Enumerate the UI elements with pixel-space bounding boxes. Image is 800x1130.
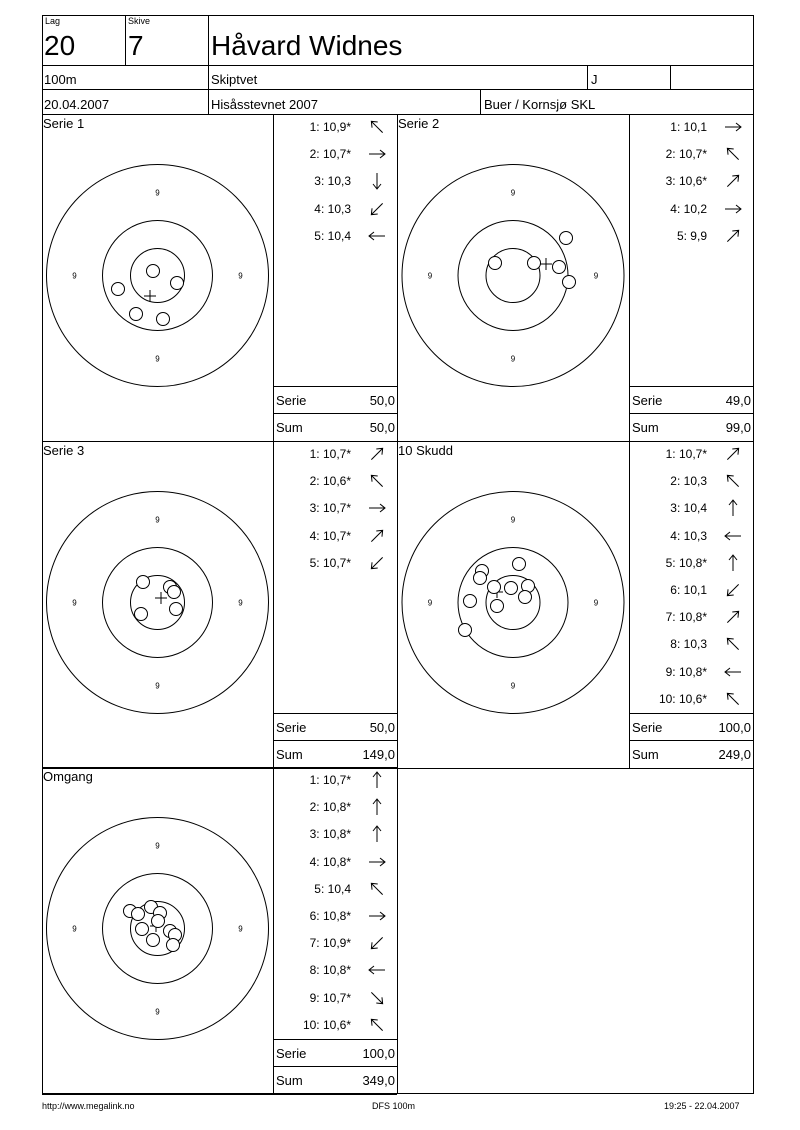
- shot-score: 5: 10,7*: [309, 555, 351, 570]
- serie-value: 49,0: [725, 393, 751, 408]
- sum-row-top: [273, 740, 397, 741]
- shot-score: 4: 10,3: [314, 201, 351, 216]
- shot-score: 1: 10,9*: [309, 120, 351, 134]
- shot-score: 10: 10,6*: [658, 691, 707, 706]
- skive-value: 7: [128, 30, 144, 61]
- shot-direction-arrow-icon: [723, 117, 743, 137]
- ring-label: 9: [72, 598, 77, 608]
- sum-value: 149,0: [362, 747, 395, 762]
- shot-direction-arrow-icon: [367, 226, 387, 246]
- serie-row-top: [273, 386, 397, 387]
- shot-score: 1: 10,7*: [665, 447, 707, 461]
- shot-score: 8: 10,8*: [309, 963, 351, 978]
- target-ring: [402, 165, 624, 387]
- panel-title: Serie 2: [398, 116, 440, 131]
- panel-bottom-border: [397, 768, 753, 769]
- shot-hole: [519, 591, 532, 604]
- shot-score: 10: 10,6*: [302, 1017, 351, 1032]
- shot-score: 3: 10,7*: [309, 501, 351, 516]
- date: 20.04.2007: [44, 97, 110, 112]
- ring-label: 9: [593, 598, 599, 608]
- shot-direction-arrow-icon: [367, 498, 387, 518]
- ring-label: 9: [427, 271, 433, 281]
- ring-label: 9: [155, 354, 160, 364]
- target-diagram: [397, 441, 629, 768]
- serie-value: 50,0: [369, 393, 395, 408]
- ring-label: 9: [155, 681, 160, 691]
- shot-direction-arrow-icon: [723, 498, 743, 518]
- shot-score: 3: 10,8*: [309, 827, 351, 842]
- serie-label: Serie: [276, 720, 307, 735]
- lag-value: 20: [44, 30, 76, 61]
- shot-hole: [563, 276, 576, 289]
- shot-direction-arrow-icon: [723, 634, 743, 654]
- shot-direction-arrow-icon: [723, 689, 743, 709]
- shot-direction-arrow-icon: [723, 144, 743, 164]
- shot-hole: [505, 582, 518, 595]
- shot-direction-arrow-icon: [367, 852, 387, 872]
- shot-direction-arrow-icon: [723, 526, 743, 546]
- shot-score: 6: 10,8*: [309, 909, 351, 923]
- serie-row-top: [273, 713, 397, 714]
- footer-timestamp: 19:25 - 22.04.2007: [664, 1101, 740, 1111]
- shot-direction-arrow-icon: [367, 144, 387, 164]
- shot-score: 4: 10,8*: [309, 854, 351, 869]
- shot-hole: [464, 595, 477, 608]
- shot-score: 4: 10,2: [670, 201, 707, 216]
- sum-label: Sum: [276, 420, 303, 435]
- header-vdiv-2: [208, 15, 209, 114]
- target-diagram: [42, 767, 273, 1094]
- sum-label: Sum: [276, 747, 303, 762]
- target-ring: [47, 492, 269, 714]
- sum-row-top: [629, 413, 753, 414]
- shot-direction-arrow-icon: [367, 1015, 387, 1035]
- sum-label: Sum: [632, 747, 659, 762]
- panel-title: Serie 3: [43, 443, 85, 458]
- shot-hole: [528, 257, 541, 270]
- serie-value: 50,0: [369, 720, 395, 735]
- header-vdiv-3: [587, 65, 588, 89]
- sum-value: 349,0: [362, 1073, 395, 1088]
- sum-label: Sum: [632, 420, 659, 435]
- sum-row-top: [629, 740, 753, 741]
- shot-hole: [147, 265, 160, 278]
- serie-row-top: [629, 713, 753, 714]
- shot-hole: [130, 308, 143, 321]
- shot-score: 7: 10,9*: [309, 936, 351, 951]
- shot-direction-arrow-icon: [723, 226, 743, 246]
- shot-direction-arrow-icon: [723, 580, 743, 600]
- shot-score: 2: 10,7*: [309, 147, 351, 162]
- shot-hole: [489, 257, 502, 270]
- shot-score: 7: 10,8*: [665, 610, 707, 625]
- shot-hole: [167, 939, 180, 952]
- shot-hole: [474, 572, 487, 585]
- shot-hole: [147, 934, 160, 947]
- shooter-name: Håvard Widnes: [211, 30, 403, 61]
- serie-row-top: [273, 1039, 397, 1040]
- ring-label: 9: [593, 271, 599, 281]
- header-vdiv-1: [125, 15, 126, 65]
- serie-label: Serie: [276, 1046, 307, 1061]
- ring-label: 9: [510, 354, 516, 364]
- shot-direction-arrow-icon: [723, 444, 743, 464]
- shot-hole: [136, 923, 149, 936]
- panel-split-border: [273, 767, 274, 1094]
- shot-score: 4: 10,7*: [309, 528, 351, 543]
- ring-label: 9: [510, 681, 516, 691]
- shot-hole: [132, 908, 145, 921]
- shot-score: 3: 10,6*: [665, 174, 707, 189]
- panel-bottom-border: [42, 1094, 397, 1095]
- shot-direction-arrow-icon: [723, 553, 743, 573]
- shot-hole: [171, 277, 184, 290]
- panel-title: Omgang: [43, 769, 93, 784]
- distance: 100m: [44, 72, 77, 87]
- panel-split-border: [629, 441, 630, 768]
- shot-score: 3: 10,4: [670, 501, 707, 516]
- shot-direction-arrow-icon: [367, 471, 387, 491]
- panel-right-border: [397, 767, 398, 1094]
- shot-direction-arrow-icon: [367, 553, 387, 573]
- club-name: Buer / Kornsjø SKL: [484, 97, 596, 112]
- shot-direction-arrow-icon: [367, 824, 387, 844]
- ring-label: 9: [427, 598, 433, 608]
- place: Skiptvet: [211, 72, 258, 87]
- sum-row-top: [273, 413, 397, 414]
- serie-label: Serie: [632, 393, 663, 408]
- header-divider-2: [42, 89, 754, 90]
- panel-right-border: [753, 441, 754, 768]
- panel-split-border: [273, 441, 274, 768]
- shot-hole: [488, 581, 501, 594]
- sum-value: 50,0: [369, 420, 395, 435]
- shot-direction-arrow-icon: [723, 199, 743, 219]
- shot-score: 1: 10,7*: [309, 773, 351, 787]
- footer-center: DFS 100m: [372, 1101, 416, 1111]
- header-divider-1: [42, 65, 754, 66]
- shot-score: 2: 10,8*: [309, 800, 351, 815]
- shot-hole: [152, 915, 165, 928]
- shot-score: 2: 10,7*: [665, 147, 707, 162]
- shot-direction-arrow-icon: [723, 662, 743, 682]
- shot-score: 3: 10,3: [314, 174, 351, 189]
- ring-label: 9: [155, 515, 160, 525]
- shot-direction-arrow-icon: [367, 171, 387, 191]
- shot-hole: [168, 586, 181, 599]
- serie-row-top: [629, 386, 753, 387]
- shot-direction-arrow-icon: [367, 526, 387, 546]
- shot-direction-arrow-icon: [367, 960, 387, 980]
- shot-direction-arrow-icon: [723, 171, 743, 191]
- shot-direction-arrow-icon: [367, 770, 387, 790]
- shot-direction-arrow-icon: [367, 444, 387, 464]
- shot-hole: [157, 313, 170, 326]
- shot-hole: [513, 558, 526, 571]
- shot-hole: [553, 261, 566, 274]
- shot-score: 1: 10,1: [670, 120, 707, 134]
- shot-score: 1: 10,7*: [309, 447, 351, 461]
- ring-label: 9: [72, 924, 77, 934]
- serie-value: 100,0: [362, 1046, 395, 1061]
- header-vdiv-5: [480, 89, 481, 114]
- shot-direction-arrow-icon: [367, 199, 387, 219]
- event-name: Hisåsstevnet 2007: [211, 97, 318, 112]
- shot-hole: [560, 232, 573, 245]
- shot-score: 4: 10,3: [670, 528, 707, 543]
- panel-split-border: [273, 114, 274, 441]
- shot-score: 8: 10,3: [670, 637, 707, 652]
- shot-direction-arrow-icon: [367, 906, 387, 926]
- sum-row-top: [273, 1066, 397, 1067]
- shot-score: 5: 10,8*: [665, 555, 707, 570]
- serie-value: 100,0: [718, 720, 751, 735]
- target-ring: [402, 492, 624, 714]
- class: J: [591, 72, 598, 87]
- ring-label: 9: [238, 598, 243, 608]
- shot-direction-arrow-icon: [367, 797, 387, 817]
- target-ring: [47, 818, 269, 1040]
- shot-hole: [112, 283, 125, 296]
- target-diagram: [397, 114, 629, 441]
- ring-label: 9: [238, 924, 243, 934]
- shot-hole: [491, 600, 504, 613]
- target-diagram: [42, 114, 273, 441]
- shot-direction-arrow-icon: [367, 933, 387, 953]
- shot-score: 2: 10,6*: [309, 474, 351, 489]
- shot-direction-arrow-icon: [367, 879, 387, 899]
- panel-split-border: [629, 114, 630, 441]
- serie-label: Serie: [632, 720, 663, 735]
- ring-label: 9: [155, 841, 160, 851]
- serie-label: Serie: [276, 393, 307, 408]
- shot-direction-arrow-icon: [723, 471, 743, 491]
- shot-direction-arrow-icon: [367, 117, 387, 137]
- shot-hole: [170, 603, 183, 616]
- ring-label: 9: [155, 1007, 160, 1017]
- skive-label: Skive: [128, 16, 151, 26]
- shot-score: 5: 10,4: [314, 881, 351, 896]
- panel-title: 10 Skudd: [398, 443, 453, 458]
- target-ring: [103, 548, 213, 658]
- sum-value: 99,0: [725, 420, 751, 435]
- header-vdiv-4: [670, 65, 671, 89]
- shot-score: 9: 10,8*: [665, 664, 707, 679]
- shot-hole: [137, 576, 150, 589]
- target-ring: [103, 874, 213, 984]
- footer-url: http://www.megalink.no: [42, 1101, 135, 1111]
- shot-direction-arrow-icon: [367, 988, 387, 1008]
- shot-hole: [135, 608, 148, 621]
- shot-score: 2: 10,3: [670, 474, 707, 489]
- panel-right-border: [753, 114, 754, 441]
- target-ring: [458, 221, 568, 331]
- shot-direction-arrow-icon: [723, 607, 743, 627]
- shot-score: 9: 10,7*: [309, 990, 351, 1005]
- ring-label: 9: [510, 188, 516, 198]
- sum-label: Sum: [276, 1073, 303, 1088]
- shot-score: 5: 10,4: [314, 228, 351, 243]
- ring-label: 9: [155, 188, 160, 198]
- shot-score: 6: 10,1: [670, 583, 707, 597]
- ring-label: 9: [72, 271, 77, 281]
- panel-title: Serie 1: [43, 116, 85, 131]
- ring-label: 9: [510, 515, 516, 525]
- lag-label: Lag: [45, 16, 61, 26]
- shot-hole: [459, 624, 472, 637]
- shot-score: 5: 9,9: [676, 228, 707, 243]
- sum-value: 249,0: [718, 747, 751, 762]
- target-diagram: [42, 441, 273, 768]
- ring-label: 9: [238, 271, 243, 281]
